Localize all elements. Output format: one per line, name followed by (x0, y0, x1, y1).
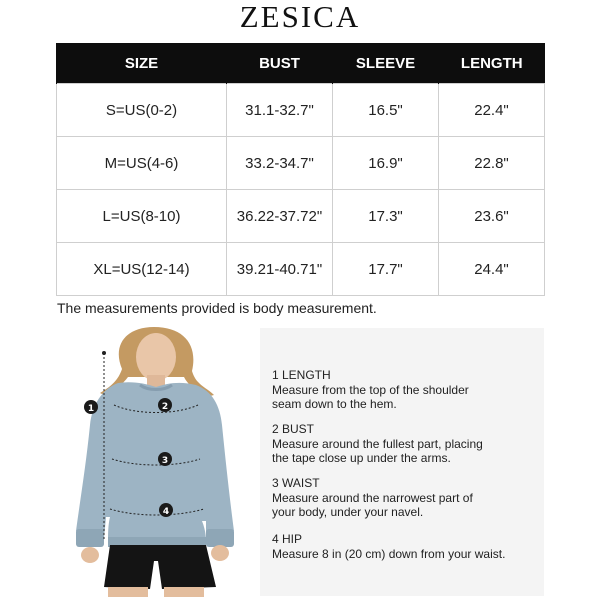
guide-hip (272, 532, 537, 561)
brand-logo: ZESICA (239, 0, 361, 34)
sweatshirt (76, 382, 234, 549)
table-header-row (57, 43, 545, 84)
cell-sleeve: 17.3" (333, 190, 439, 243)
measurement-note: The measurements provided is body measurement. (57, 300, 377, 316)
marker-1-label: 1 (87, 404, 95, 414)
marker-2-label: 2 (161, 402, 169, 412)
guide-hip-desc-line1: Measure 8 in (20 cm) down from your waist. (272, 546, 506, 561)
table-row (57, 137, 545, 190)
guide-length (272, 368, 537, 412)
model-face (136, 333, 176, 381)
cell-size: L=US(8-10) (57, 190, 227, 243)
guide-waist-desc-line1: Measure around the narrowest part of (272, 490, 473, 505)
marker-2 (158, 398, 172, 412)
guide-hip-title: 4 HIP (272, 532, 303, 546)
cell-sleeve: 16.5" (333, 84, 439, 137)
header-sleeve: SLEEVE (333, 43, 439, 84)
cell-sleeve: 17.7" (333, 243, 439, 296)
left-leg (108, 587, 148, 597)
size-chart-table (56, 43, 545, 296)
guide-length-desc-line2: seam down to the hem. (272, 397, 397, 411)
right-cuff (206, 529, 234, 547)
marker-4-label: 4 (162, 507, 170, 517)
table-row (57, 190, 545, 243)
table-row (57, 243, 545, 296)
marker-4 (159, 503, 173, 517)
cell-bust: 31.1-32.7" (227, 84, 333, 137)
guide-length-title: 1 LENGTH (272, 368, 331, 382)
header-length: LENGTH (439, 43, 545, 84)
left-cuff (76, 529, 104, 547)
header-size: SIZE (57, 43, 227, 84)
guide-length-desc-line1: Measure from the top of the shoulder (272, 382, 469, 397)
cell-length: 22.4" (439, 84, 545, 137)
left-hand (81, 547, 99, 563)
marker-3 (158, 452, 172, 466)
guide-bust-desc-line2: the tape close up under the arms. (272, 451, 451, 465)
guide-waist-desc-line2: your body, under your navel. (272, 505, 424, 519)
right-hand (211, 545, 229, 561)
header-bust: BUST (227, 43, 333, 84)
cell-bust: 36.22-37.72" (227, 190, 333, 243)
guide-bust (272, 422, 537, 466)
right-leg (164, 587, 204, 597)
cell-bust: 39.21-40.71" (227, 243, 333, 296)
cell-length: 24.4" (439, 243, 545, 296)
length-top-dot (102, 351, 106, 355)
cell-size: S=US(0-2) (57, 84, 227, 137)
shorts (104, 545, 216, 589)
cell-length: 23.6" (439, 190, 545, 243)
model-illustration (56, 325, 256, 597)
marker-3-label: 3 (161, 456, 169, 466)
cell-length: 22.8" (439, 137, 545, 190)
measurement-guide-panel (260, 328, 544, 596)
guide-waist (272, 476, 537, 520)
cell-size: XL=US(12-14) (57, 243, 227, 296)
table-row (57, 84, 545, 137)
marker-1 (84, 400, 98, 414)
guide-bust-desc-line1: Measure around the fullest part, placing (272, 436, 483, 451)
guide-waist-title: 3 WAIST (272, 476, 320, 490)
guide-bust-title: 2 BUST (272, 422, 315, 436)
cell-bust: 33.2-34.7" (227, 137, 333, 190)
cell-size: M=US(4-6) (57, 137, 227, 190)
cell-sleeve: 16.9" (333, 137, 439, 190)
